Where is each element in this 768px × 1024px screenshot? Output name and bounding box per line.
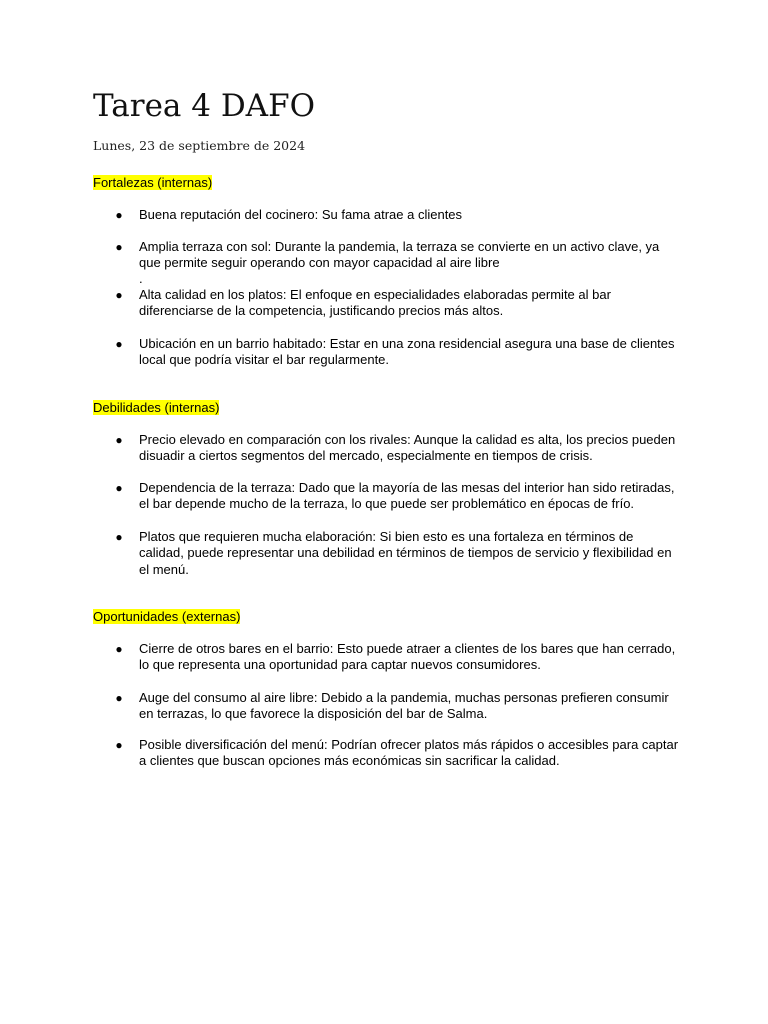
section-heading-debilidades [93, 399, 219, 416]
list-item: Auge del consumo al aire libre: Debido a la pandemia, muchas personas prefieren consumir en terrazas, lo que favorece la disposición del bar de Salma. [139, 690, 669, 722]
bullet-icon: ● [115, 642, 123, 656]
list-item: Platos que requieren mucha elaboración: Si bien esto es una fortaleza en términos de calidad, puede representar una debilidad en términos de tiempos de servicio y flexibilidad en el menú. [139, 529, 672, 577]
bullet-icon: ● [115, 288, 123, 302]
bullet-icon: ● [115, 337, 123, 351]
bullet-icon: ● [115, 240, 123, 254]
list-item: Ubicación en un barrio habitado: Estar en una zona residencial asegura una base de clientes local que podría visitar el bar regularmente. [139, 336, 675, 368]
section-heading-label: Debilidades (internas) [93, 400, 220, 415]
list-item: Dependencia de la terraza: Dado que la mayoría de las mesas del interior han sido retiradas, el bar depende mucho de la terraza, lo que puede ser problemático en épocas de frío. [139, 480, 675, 512]
bullet-icon: ● [115, 481, 123, 495]
list-item: Cierre de otros bares en el barrio: Esto puede atraer a clientes de los bares que han cerrado, lo que representa una oportunidad para captar nuevos consumidores. [139, 641, 676, 673]
bullet-icon: ● [115, 691, 123, 705]
section-heading-label: Fortalezas (internas) [93, 175, 213, 190]
page-title: Tarea 4 DAFO [93, 88, 315, 124]
bullet-icon: ● [115, 738, 123, 752]
section-heading-oportunidades [93, 608, 240, 625]
document-date: Lunes, 23 de septiembre de 2024 [93, 138, 306, 153]
list-item: Amplia terraza con sol: Durante la pandemia, la terraza se convierte en un activo clave, ya que permite seguir operando con mayor capacidad al aire libre [139, 239, 660, 271]
bullet-icon: ● [115, 530, 123, 544]
stray-period: . [139, 271, 143, 286]
list-item: Posible diversificación del menú: Podrían ofrecer platos más rápidos o accesibles para captar a clientes que buscan opciones más económicas sin sacrificar la calidad. [139, 737, 679, 769]
list-item: Alta calidad en los platos: El enfoque en especialidades elaboradas permite al bar diferenciarse de la competencia, justificando precios más altos. [139, 287, 611, 319]
bullet-icon: ● [115, 208, 123, 222]
list-item: Precio elevado en comparación con los rivales: Aunque la calidad es alta, los precios pueden disuadir a ciertos segmentos del mercado, especialmente en tiempos de crisis. [139, 432, 676, 464]
section-heading-label: Oportunidades (externas) [93, 609, 241, 624]
list-item: Buena reputación del cocinero: Su fama atrae a clientes [139, 207, 463, 222]
bullet-icon: ● [115, 433, 123, 447]
section-heading-fortalezas [93, 174, 212, 191]
